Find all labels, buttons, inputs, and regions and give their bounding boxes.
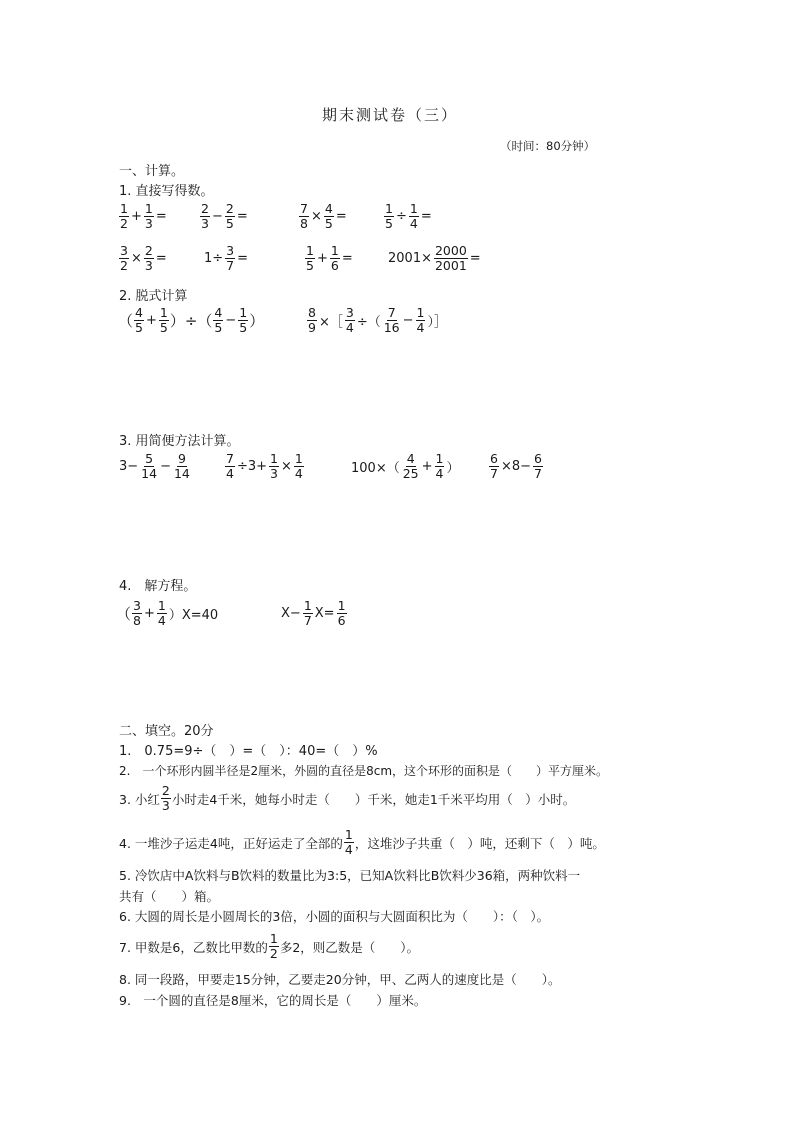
fill-item-5: 5. 冷饮店中A饮料与B饮料的数量比为3:5，已知A饮料比B饮料少36箱，两种饮料一 (119, 868, 581, 883)
calc-item: （ $\frac{4}{5}$ + $\frac{1}{5}$ ）÷（ $\frac{4}{5}$ − $\frac{1}{5}$ ） (118, 305, 265, 335)
fill-item-5-cont: 共有（ ）箱。 (119, 889, 220, 904)
calc-item: $\frac{7}{4}$ ÷3+ $\frac{1}{3}$ × $\frac{1}{4}$ (226, 451, 303, 481)
q2-label: 2. 脱式计算 (119, 289, 188, 304)
calc-item: $\frac{3}{2}$ × $\frac{2}{3}$ = (120, 243, 167, 273)
calc-item: $\frac{8}{9}$ ×［ $\frac{3}{4}$ ÷（ $\frac{7}{16}$ − $\frac{1}{4}$ ）］ (308, 305, 447, 335)
q4-label: 4. 解方程。 (119, 579, 197, 594)
page-title: 期末测试卷（三） (322, 106, 459, 124)
calc-item: 2001× $\frac{2000}{2001}$ = (388, 243, 481, 273)
calc-item: $\frac{7}{8}$ × $\frac{4}{5}$ = (300, 201, 347, 231)
calc-item: 1÷ $\frac{3}{7}$ = (204, 243, 249, 273)
equation-item: （ $\frac{3}{8}$ + $\frac{1}{4}$ ）X=40 (116, 598, 219, 628)
fill-item-3: 3. 小红 $\frac{2}{3}$ 小时走4千米，她每小时走（ ）千米，她走1千米平均用（ ）小时。 (119, 783, 576, 813)
fill-item-6: 6. 大圆的周长是小圆周长的3倍，小圆的面积与大圆面积比为（ ）：（ ）。 (119, 909, 550, 924)
calc-item: 100×（ $\frac{4}{25}$ + $\frac{1}{4}$ ） (351, 451, 460, 481)
fill-item-2: 2. 一个环形内圆半径是2厘米，外圆的直径是8cm，这个环形的面积是（ ）平方厘米。 (119, 764, 609, 778)
calc-item: $\frac{2}{3}$ − $\frac{2}{5}$ = (201, 201, 248, 231)
fill-item-4: 4. 一堆沙子运走4吨，正好运走了全部的 $\frac{1}{4}$ ，这堆沙子共重（ ）吨，还剩下（ ）吨。 (119, 827, 605, 857)
time-note: （时间：80分钟） (500, 139, 596, 153)
section-2-heading: 二、填空。20分 (119, 724, 214, 739)
calc-item: $\frac{1}{5}$ ÷ $\frac{1}{4}$ = (385, 201, 432, 231)
q3-label: 3. 用简便方法计算。 (119, 434, 240, 449)
q1-label: 1. 直接写得数。 (119, 184, 214, 199)
calc-item: $\frac{1}{5}$ + $\frac{1}{6}$ = (306, 243, 353, 273)
calc-item: $\frac{6}{7}$ ×8− $\frac{6}{7}$ (490, 451, 542, 481)
fill-item-8: 8. 同一段路，甲要走15分钟，乙要走20分钟，甲、乙两人的速度比是（ ）。 (119, 972, 561, 987)
fill-item-9: 9. 一个圆的直径是8厘米，它的周长是（ ）厘米。 (119, 993, 427, 1008)
fill-item-1: 1. 0.75=9÷（ ）=（ ）：40=（ ）% (119, 744, 378, 759)
section-1-heading: 一、计算。 (119, 164, 185, 179)
calc-item: 3− $\frac{5}{14}$ − $\frac{9}{14}$ (119, 451, 190, 481)
calc-item: $\frac{1}{2}$ + $\frac{1}{3}$ = (120, 201, 167, 231)
equation-item: X− $\frac{1}{7}$ X= $\frac{1}{6}$ (281, 598, 346, 628)
fill-item-7: 7. 甲数是6，乙数比甲数的 $\frac{1}{2}$ 多2，则乙数是（ ）。 (119, 931, 420, 961)
